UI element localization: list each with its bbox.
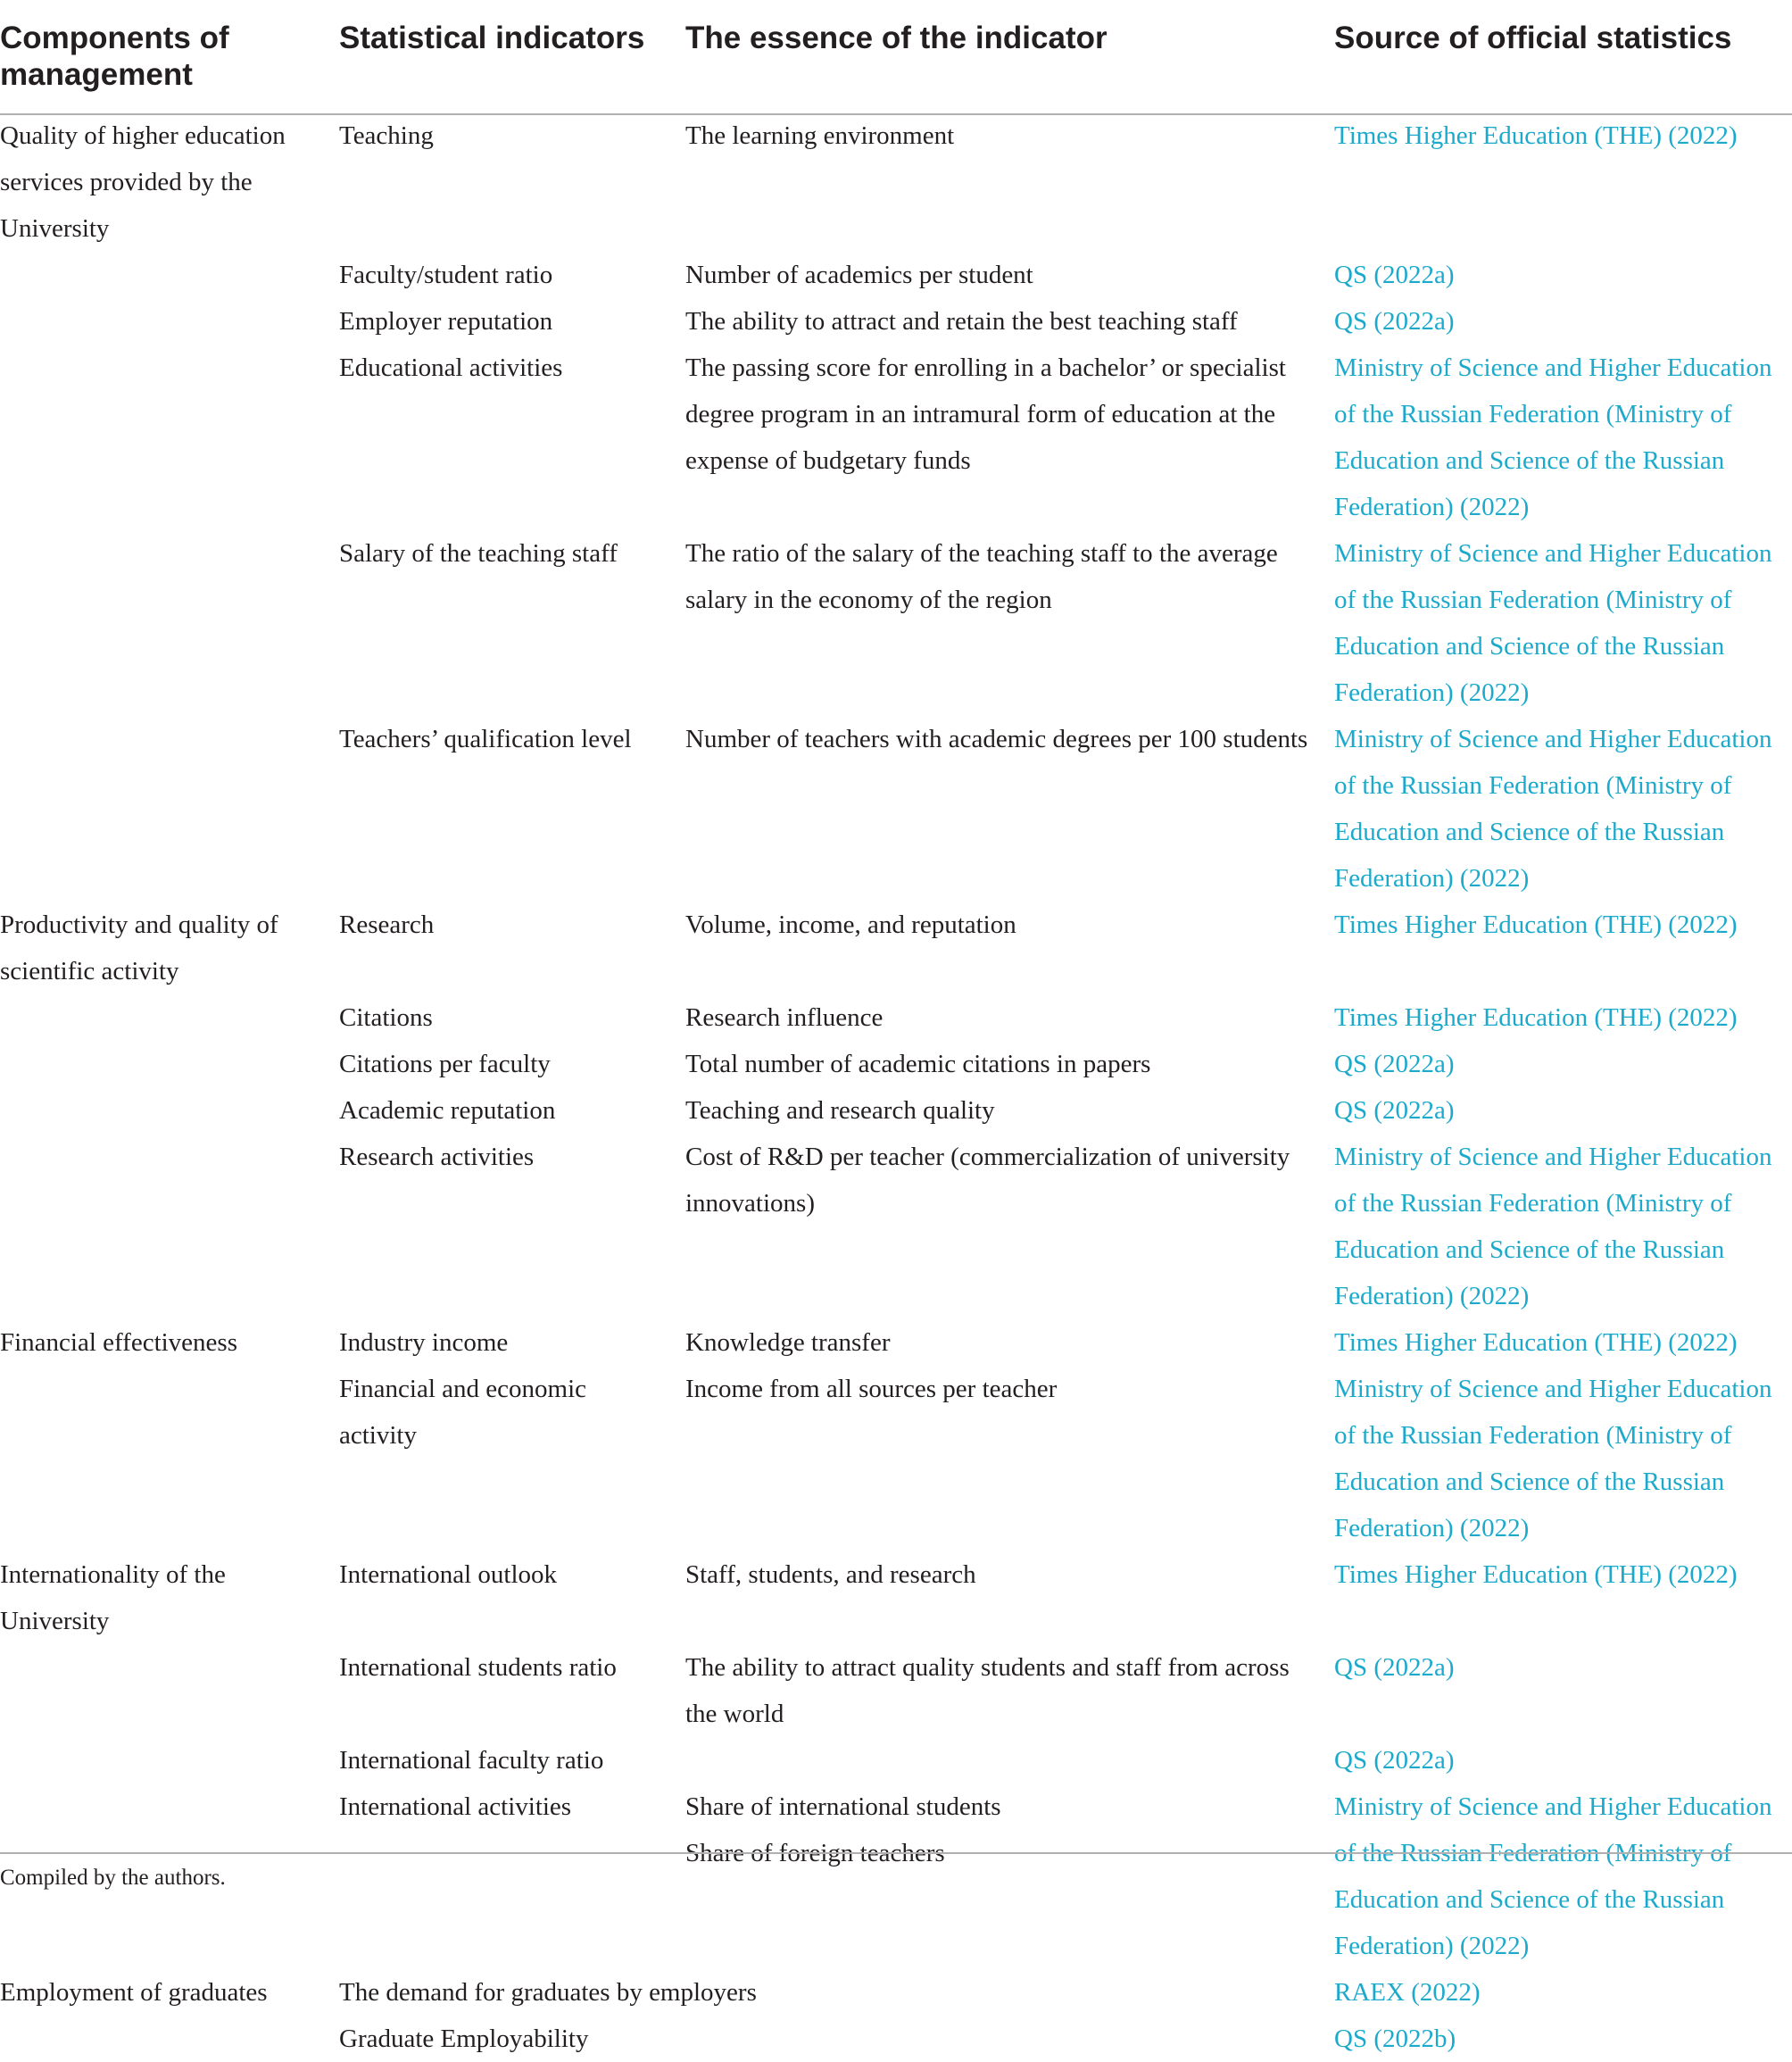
- essence-cell: Staff, students, and research: [685, 1560, 976, 1589]
- indicator-cell: Graduate Employability: [339, 2025, 589, 2053]
- indicator-cell: International outlook: [339, 1560, 558, 1589]
- source-cell[interactable]: QS (2022a): [1334, 1746, 1455, 1775]
- source-cell[interactable]: Times Higher Education (THE) (2022): [1334, 1328, 1738, 1357]
- source-cell[interactable]: QS (2022b): [1334, 2025, 1456, 2053]
- source-cell[interactable]: Times Higher Education (THE) (2022): [1334, 1560, 1738, 1589]
- indicator-cell: Citations: [339, 1003, 433, 1032]
- indicator-cell: The demand for graduates by employers: [339, 1978, 757, 2007]
- indicator-cell: International activities: [339, 1792, 572, 1821]
- source-cell[interactable]: QS (2022a): [1334, 307, 1455, 336]
- header-indicators: Statistical indicators: [339, 21, 645, 55]
- essence-cell: innovations): [685, 1189, 815, 1218]
- source-cell[interactable]: Ministry of Science and Higher Education: [1334, 1375, 1772, 1403]
- header-components-line1: Components of: [0, 21, 229, 55]
- indicator-cell: Research activities: [339, 1143, 535, 1171]
- source-cell[interactable]: Federation) (2022): [1334, 1932, 1530, 1960]
- source-cell[interactable]: Education and Science of the Russian: [1334, 446, 1725, 475]
- essence-cell: Teaching and research quality: [685, 1096, 995, 1125]
- component-cell: Internationality of the: [0, 1560, 226, 1589]
- indicator-cell: Teachers’ qualification level: [339, 725, 632, 753]
- essence-cell: Research influence: [685, 1003, 884, 1032]
- essence-cell: The passing score for enrolling in a bachelor’ or specialist: [685, 353, 1286, 382]
- source-cell[interactable]: Times Higher Education (THE) (2022): [1334, 1003, 1738, 1032]
- component-cell: University: [0, 214, 110, 243]
- essence-cell: expense of budgetary funds: [685, 446, 971, 475]
- essence-cell: Number of academics per student: [685, 261, 1033, 289]
- source-cell[interactable]: Ministry of Science and Higher Education: [1334, 1792, 1772, 1821]
- source-cell[interactable]: Federation) (2022): [1334, 678, 1530, 707]
- essence-cell: salary in the economy of the region: [685, 586, 1052, 614]
- source-cell[interactable]: of the Russian Federation (Ministry of: [1334, 771, 1732, 800]
- source-cell[interactable]: QS (2022a): [1334, 1050, 1455, 1078]
- source-cell[interactable]: Times Higher Education (THE) (2022): [1334, 121, 1738, 150]
- indicator-cell: Research: [339, 910, 435, 939]
- indicator-cell: Industry income: [339, 1328, 509, 1357]
- header-components-line2: management: [0, 57, 193, 92]
- source-cell[interactable]: Education and Science of the Russian: [1334, 818, 1725, 846]
- source-cell[interactable]: RAEX (2022): [1334, 1978, 1481, 2007]
- source-cell[interactable]: Ministry of Science and Higher Education: [1334, 539, 1772, 568]
- source-cell[interactable]: Education and Science of the Russian: [1334, 1885, 1725, 1914]
- essence-cell: Share of international students: [685, 1792, 1001, 1821]
- table-footnote: Compiled by the authors.: [0, 1866, 226, 1890]
- essence-cell: degree program in an intramural form of education at the: [685, 400, 1276, 428]
- essence-cell: Number of teachers with academic degrees per 100 students: [685, 725, 1308, 753]
- component-cell: Productivity and quality of: [0, 910, 278, 939]
- indicator-cell: International faculty ratio: [339, 1746, 604, 1775]
- source-cell[interactable]: of the Russian Federation (Ministry of: [1334, 1421, 1732, 1450]
- component-cell: Employment of graduates: [0, 1978, 268, 2007]
- indicator-cell: Employer reputation: [339, 307, 553, 336]
- component-cell: University: [0, 1607, 110, 1635]
- essence-cell: Cost of R&D per teacher (commercialization of university: [685, 1143, 1290, 1171]
- source-cell[interactable]: Times Higher Education (THE) (2022): [1334, 910, 1738, 939]
- bottom-rule: [0, 1852, 1792, 1854]
- essence-cell: The learning environment: [685, 121, 955, 150]
- essence-cell: The ability to attract quality students and staff from across: [685, 1653, 1290, 1682]
- essence-cell: Volume, income, and reputation: [685, 910, 1016, 939]
- essence-cell: The ability to attract and retain the best teaching staff: [685, 307, 1238, 336]
- source-cell[interactable]: of the Russian Federation (Ministry of: [1334, 1839, 1732, 1867]
- source-cell[interactable]: Ministry of Science and Higher Education: [1334, 1143, 1772, 1171]
- source-cell[interactable]: Ministry of Science and Higher Education: [1334, 353, 1772, 382]
- essence-cell: Share of foreign teachers: [685, 1839, 945, 1867]
- source-cell[interactable]: of the Russian Federation (Ministry of: [1334, 586, 1732, 614]
- essence-cell: The ratio of the salary of the teaching staff to the average: [685, 539, 1278, 568]
- indicator-cell: activity: [339, 1421, 417, 1450]
- source-cell[interactable]: QS (2022a): [1334, 261, 1455, 289]
- essence-cell: the world: [685, 1700, 784, 1728]
- indicator-cell: Salary of the teaching staff: [339, 539, 618, 568]
- source-cell[interactable]: Education and Science of the Russian: [1334, 1468, 1725, 1496]
- component-cell: scientific activity: [0, 957, 179, 985]
- header-essence: The essence of the indicator: [685, 21, 1108, 55]
- header-components: [0, 20, 229, 93]
- source-cell[interactable]: of the Russian Federation (Ministry of: [1334, 400, 1732, 428]
- component-cell: services provided by the: [0, 168, 253, 196]
- indicator-cell: Faculty/student ratio: [339, 261, 553, 289]
- source-cell[interactable]: Federation) (2022): [1334, 1282, 1530, 1310]
- component-cell: Quality of higher education: [0, 121, 286, 150]
- source-cell[interactable]: of the Russian Federation (Ministry of: [1334, 1189, 1732, 1218]
- table-header: [0, 0, 1792, 114]
- source-cell[interactable]: QS (2022a): [1334, 1096, 1455, 1125]
- source-cell[interactable]: Education and Science of the Russian: [1334, 1235, 1725, 1264]
- indicator-cell: International students ratio: [339, 1653, 617, 1682]
- header-source: Source of official statistics: [1334, 21, 1732, 55]
- essence-cell: Total number of academic citations in papers: [685, 1050, 1151, 1078]
- indicator-cell: Citations per faculty: [339, 1050, 551, 1078]
- source-cell[interactable]: QS (2022a): [1334, 1653, 1455, 1682]
- indicator-cell: Academic reputation: [339, 1096, 556, 1125]
- source-cell[interactable]: Education and Science of the Russian: [1334, 632, 1725, 661]
- component-cell: Financial effectiveness: [0, 1328, 237, 1357]
- indicator-cell: Educational activities: [339, 353, 563, 382]
- source-cell[interactable]: Ministry of Science and Higher Education: [1334, 725, 1772, 753]
- essence-cell: Knowledge transfer: [685, 1328, 891, 1357]
- indicator-cell: Financial and economic: [339, 1375, 587, 1403]
- source-cell[interactable]: Federation) (2022): [1334, 864, 1530, 893]
- source-cell[interactable]: Federation) (2022): [1334, 493, 1530, 521]
- essence-cell: Income from all sources per teacher: [685, 1375, 1058, 1403]
- indicator-cell: Teaching: [339, 121, 434, 150]
- source-cell[interactable]: Federation) (2022): [1334, 1514, 1530, 1542]
